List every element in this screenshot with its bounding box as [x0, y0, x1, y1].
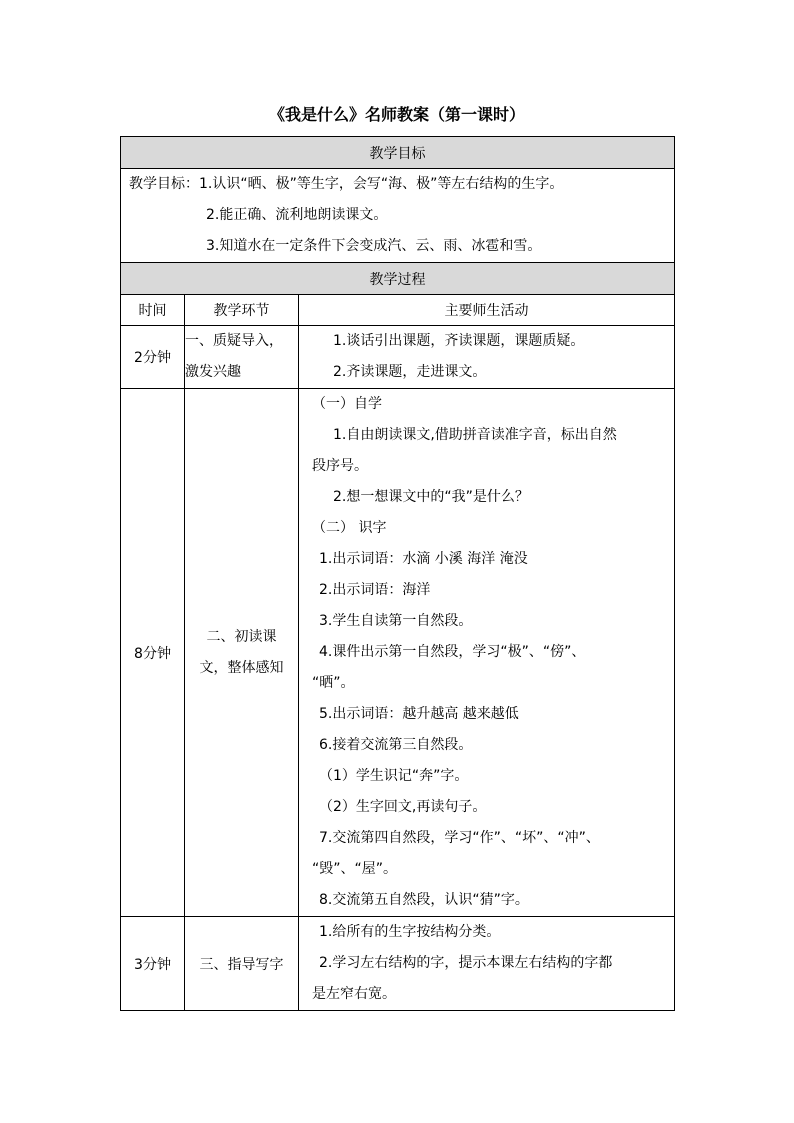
- table-row: [121, 917, 675, 1011]
- activity-line: “晒”。: [312, 675, 355, 691]
- activity-line: 2.想一想课文中的“我”是什么？: [333, 489, 529, 505]
- row-time: 8分钟: [121, 389, 185, 917]
- activity-line: （2）生字回文,再读句子。: [319, 799, 487, 815]
- process-header: 教学过程: [121, 263, 675, 295]
- objective-line: 2.能正确、流利地朗读课文。: [206, 207, 388, 223]
- activity-line: 2.齐读课题，走进课文。: [333, 364, 487, 380]
- activity-line: “毁”、“屋”。: [312, 861, 398, 877]
- activity-line: （一）自学: [312, 396, 382, 412]
- table-row: [121, 389, 675, 917]
- row-time: 3分钟: [121, 917, 185, 1011]
- column-header-stage: 教学环节: [185, 295, 299, 326]
- objectives-header: 教学目标: [121, 137, 675, 169]
- row-stage: [185, 326, 299, 389]
- activity-line: 2.学习左右结构的字，提示本课左右结构的字都: [319, 955, 613, 971]
- row-stage: [185, 917, 299, 1011]
- column-header-time: 时间: [121, 295, 185, 326]
- activity-line: 8.交流第五自然段，认识“猜”字。: [319, 892, 529, 908]
- row-stage: [185, 389, 299, 917]
- document-title: 《我是什么》名师教案（第一课时）: [268, 105, 525, 124]
- stage-line: 激发兴趣: [185, 364, 241, 380]
- activity-line: 1.谈话引出课题，齐读课题，课题质疑。: [333, 333, 585, 349]
- column-header-activities: 主要师生活动: [299, 295, 675, 326]
- activity-line: （二） 识字: [312, 520, 387, 536]
- activity-line: 2.出示词语：海洋: [319, 582, 431, 598]
- activity-line: 是左窄右宽。: [312, 986, 396, 1002]
- row-activities: [299, 917, 675, 1011]
- activity-line: 1.自由朗读课文,借助拼音读准字音，标出自然: [333, 427, 617, 443]
- activity-line: 1.给所有的生字按结构分类。: [319, 924, 501, 940]
- activity-line: 1.出示词语：水滴 小溪 海洋 淹没: [319, 551, 528, 567]
- stage-line: 文，整体感知: [199, 659, 284, 676]
- lesson-plan-table: [120, 136, 675, 1011]
- activity-line: 3.学生自读第一自然段。: [319, 613, 473, 629]
- activity-line: 段序号。: [312, 458, 368, 474]
- activity-line: 7.交流第四自然段，学习“作”、“坏”、“冲”、: [319, 830, 600, 846]
- stage-line: 二、初读课: [206, 628, 277, 645]
- table-row: [121, 326, 675, 389]
- row-activities: [299, 389, 675, 917]
- row-time: 2分钟: [121, 326, 185, 389]
- activity-line: 4.课件出示第一自然段，学习“极”、“傍”、: [319, 644, 586, 660]
- objective-line: 3.知道水在一定条件下会变成汽、云、雨、冰雹和雪。: [206, 238, 542, 254]
- objective-line: 教学目标：1.认识“晒、极”等生字，会写“海、极”等左右结构的生字。: [129, 176, 564, 192]
- activity-line: 5.出示词语：越升越高 越来越低: [319, 706, 519, 722]
- stage-line: 一、质疑导入，: [185, 333, 283, 349]
- stage-line: 三、指导写字: [199, 956, 284, 973]
- objectives-cell: [121, 169, 675, 263]
- activity-line: 6.接着交流第三自然段。: [319, 737, 473, 753]
- activity-line: （1）学生识记“奔”字。: [319, 768, 469, 784]
- row-activities: [299, 326, 675, 389]
